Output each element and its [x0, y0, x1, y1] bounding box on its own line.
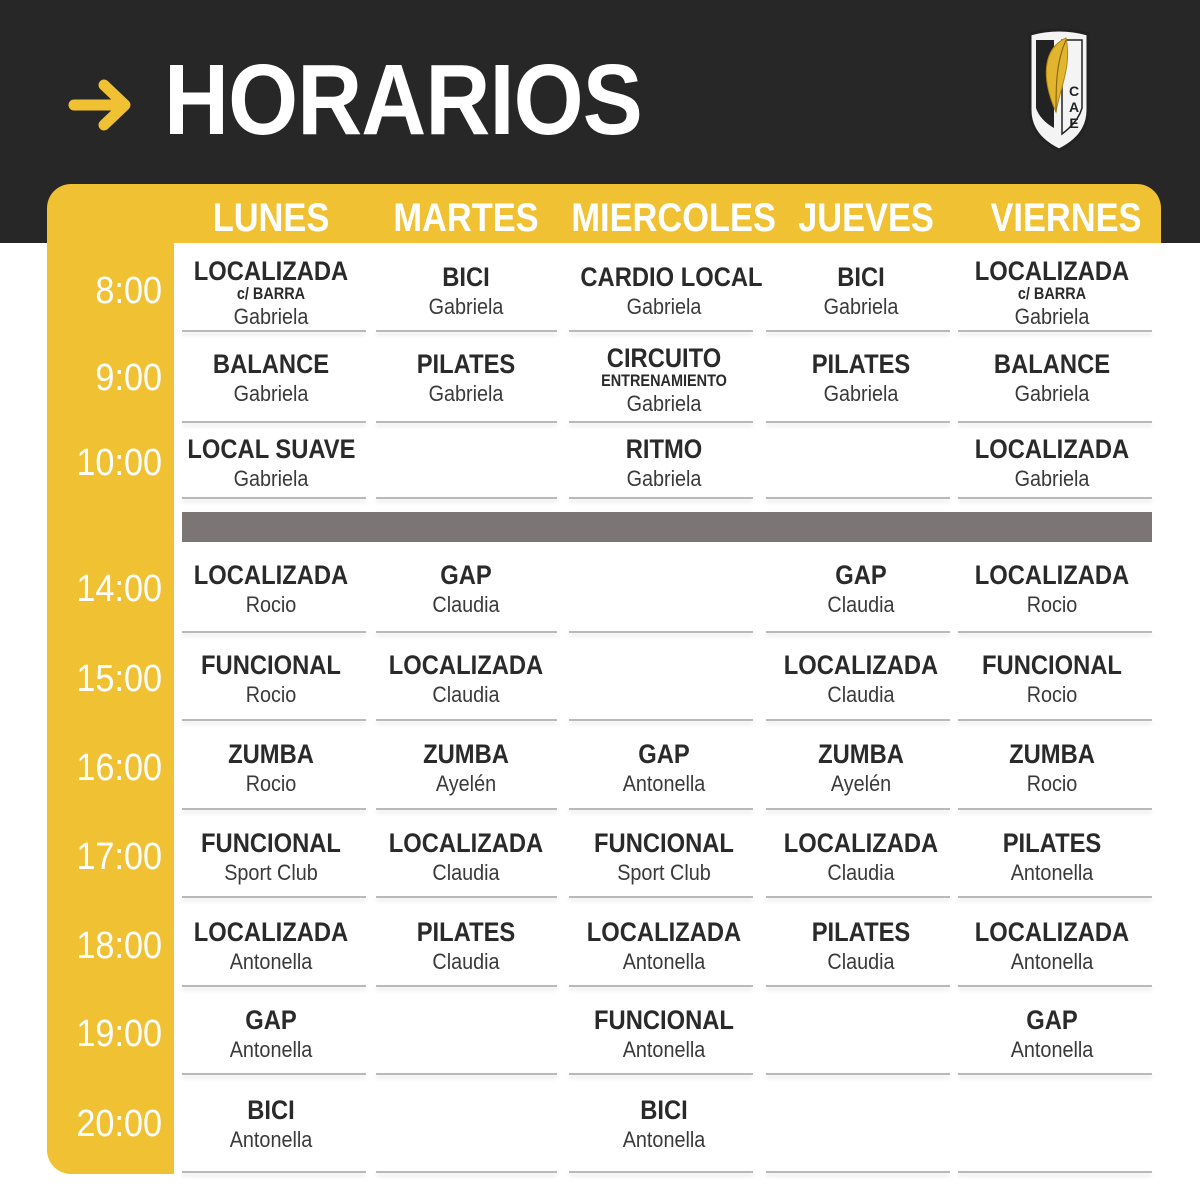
instructor-name: Claudia [827, 949, 895, 974]
instructor-name: Gabriela [233, 381, 309, 406]
class-name: LOCALIZADA [783, 650, 939, 680]
class-name: LOCALIZADA [388, 828, 544, 858]
row-divider [766, 631, 950, 633]
row-divider [569, 1171, 753, 1173]
day-header-lunes: LUNES [212, 196, 330, 240]
row-divider [182, 421, 366, 423]
row-divider [376, 1171, 557, 1173]
class-name: LOCALIZADA [974, 256, 1130, 286]
row-divider [766, 1073, 950, 1075]
class-name: GAP [1026, 1005, 1078, 1035]
row-divider [569, 631, 753, 633]
class-cell [569, 1095, 759, 1153]
instructor-name: Gabriela [428, 294, 504, 319]
row-divider [958, 719, 1152, 721]
class-name: LOCALIZADA [974, 434, 1130, 464]
row-divider [766, 1171, 950, 1173]
class-cell [766, 917, 956, 975]
row-divider [958, 497, 1152, 499]
class-cell [569, 917, 759, 975]
class-name: LOCALIZADA [193, 560, 349, 590]
instructor-name: Gabriela [626, 294, 702, 319]
row-divider [182, 497, 366, 499]
instructor-name: Antonella [622, 1127, 706, 1152]
class-cell [569, 1005, 759, 1063]
class-cell [176, 434, 366, 492]
class-name: GAP [245, 1005, 297, 1035]
row-divider [766, 497, 950, 499]
day-header-viernes: VIERNES [990, 196, 1142, 240]
class-name: BICI [837, 262, 885, 292]
class-name: FUNCIONAL [201, 828, 341, 858]
class-name: FUNCIONAL [982, 650, 1122, 680]
class-name: PILATES [1002, 828, 1102, 858]
class-name: GAP [440, 560, 492, 590]
class-name: BALANCE [993, 349, 1111, 379]
instructor-name: Claudia [827, 860, 895, 885]
class-cell [176, 739, 366, 797]
class-name: LOCALIZADA [193, 917, 349, 947]
day-header-jueves: JUEVES [798, 196, 934, 240]
instructor-name: Claudia [827, 682, 895, 707]
row-divider [376, 985, 557, 987]
row-divider [766, 808, 950, 810]
class-cell [957, 560, 1147, 618]
class-cell [766, 560, 956, 618]
class-name: LOCALIZADA [783, 828, 939, 858]
class-name: BALANCE [212, 349, 330, 379]
time-label: 18:00 [76, 925, 162, 967]
class-cell [371, 917, 561, 975]
class-cell [371, 650, 561, 708]
instructor-name: Antonella [1010, 949, 1094, 974]
class-cell [569, 262, 763, 320]
instructor-name: Gabriela [626, 466, 702, 491]
row-divider [766, 896, 950, 898]
row-divider [958, 631, 1152, 633]
row-divider [376, 330, 557, 332]
class-cell [957, 256, 1147, 330]
class-subtitle: c/ BARRA [1017, 284, 1087, 303]
class-cell [371, 560, 561, 618]
class-name: ZUMBA [818, 739, 904, 769]
row-divider [958, 330, 1152, 332]
class-name: BICI [640, 1095, 688, 1125]
class-cell [176, 1095, 366, 1153]
class-cell [569, 739, 759, 797]
class-name: ZUMBA [423, 739, 509, 769]
row-divider [182, 985, 366, 987]
row-divider [958, 1171, 1152, 1173]
row-divider [958, 808, 1152, 810]
class-name: FUNCIONAL [201, 650, 341, 680]
instructor-name: Rocio [245, 682, 297, 707]
time-label: 10:00 [76, 442, 162, 484]
class-cell [176, 349, 366, 407]
instructor-name: Antonella [622, 1037, 706, 1062]
class-cell [176, 256, 366, 330]
time-label: 16:00 [76, 747, 162, 789]
row-divider [766, 421, 950, 423]
instructor-name: Antonella [1010, 860, 1094, 885]
class-name: BICI [247, 1095, 295, 1125]
row-divider [569, 1073, 753, 1075]
row-divider [376, 421, 557, 423]
row-divider [182, 1171, 366, 1173]
class-cell [766, 650, 956, 708]
instructor-name: Claudia [432, 592, 500, 617]
instructor-name: Antonella [229, 1127, 313, 1152]
class-subtitle: ENTRENAMIENTO [601, 371, 727, 390]
class-cell [957, 739, 1147, 797]
time-label: 14:00 [76, 568, 162, 610]
cae-crest-logo [1026, 28, 1092, 152]
class-cell [371, 349, 561, 407]
logo-letter-c: C [1068, 83, 1080, 99]
instructor-name: Gabriela [823, 381, 899, 406]
instructor-name: Antonella [622, 771, 706, 796]
class-name: ZUMBA [1009, 739, 1095, 769]
instructor-name: Gabriela [233, 304, 309, 329]
instructor-name: Rocio [1026, 592, 1078, 617]
row-divider [569, 985, 753, 987]
class-cell [176, 650, 366, 708]
row-divider [958, 896, 1152, 898]
row-divider [569, 896, 753, 898]
class-name: LOCALIZADA [974, 560, 1130, 590]
row-divider [182, 1073, 366, 1075]
right-arrow-icon [68, 76, 140, 134]
instructor-name: Ayelén [830, 771, 892, 796]
class-subtitle: c/ BARRA [236, 284, 306, 303]
instructor-name: Gabriela [428, 381, 504, 406]
class-name: CIRCUITO [606, 343, 722, 373]
instructor-name: Claudia [827, 592, 895, 617]
class-cell [569, 343, 759, 417]
midday-break-bar [182, 512, 1152, 542]
instructor-name: Antonella [622, 949, 706, 974]
row-divider [376, 719, 557, 721]
row-divider [182, 330, 366, 332]
class-name: LOCALIZADA [586, 917, 742, 947]
class-name: BICI [442, 262, 490, 292]
row-divider [958, 985, 1152, 987]
instructor-name: Gabriela [626, 391, 702, 416]
instructor-name: Antonella [1010, 1037, 1094, 1062]
class-name: FUNCIONAL [594, 828, 734, 858]
instructor-name: Gabriela [823, 294, 899, 319]
class-name: ZUMBA [228, 739, 314, 769]
class-cell [957, 1005, 1147, 1063]
class-name: GAP [835, 560, 887, 590]
row-divider [569, 497, 753, 499]
time-label: 9:00 [95, 357, 162, 399]
logo-letter-e: E [1069, 115, 1079, 131]
instructor-name: Gabriela [1014, 304, 1090, 329]
day-header-miercoles: MIERCOLES [571, 196, 776, 240]
class-name: LOCAL SUAVE [187, 434, 356, 464]
day-header-martes: MARTES [393, 196, 539, 240]
row-divider [182, 719, 366, 721]
class-cell [569, 434, 759, 492]
class-name: PILATES [416, 917, 516, 947]
instructor-name: Sport Club [224, 860, 318, 885]
row-divider [182, 896, 366, 898]
row-divider [569, 808, 753, 810]
class-cell [957, 434, 1147, 492]
instructor-name: Rocio [245, 771, 297, 796]
row-divider [376, 808, 557, 810]
class-cell [957, 349, 1147, 407]
row-divider [376, 497, 557, 499]
class-cell [957, 828, 1147, 886]
instructor-name: Sport Club [617, 860, 711, 885]
class-cell [766, 349, 956, 407]
time-label: 19:00 [76, 1013, 162, 1055]
page-title: HORARIOS [164, 44, 642, 156]
instructor-name: Rocio [1026, 771, 1078, 796]
class-cell [176, 828, 366, 886]
instructor-name: Rocio [245, 592, 297, 617]
class-name: PILATES [416, 349, 516, 379]
row-divider [376, 896, 557, 898]
class-cell [766, 262, 956, 320]
instructor-name: Antonella [229, 949, 313, 974]
class-name: GAP [638, 739, 690, 769]
row-divider [569, 421, 753, 423]
instructor-name: Gabriela [1014, 381, 1090, 406]
time-label: 8:00 [95, 270, 162, 312]
class-name: PILATES [811, 917, 911, 947]
class-name: LOCALIZADA [193, 256, 349, 286]
row-divider [182, 808, 366, 810]
class-name: FUNCIONAL [594, 1005, 734, 1035]
class-cell [176, 1005, 366, 1063]
class-cell [371, 262, 561, 320]
instructor-name: Claudia [432, 949, 500, 974]
class-cell [569, 828, 759, 886]
instructor-name: Gabriela [1014, 466, 1090, 491]
row-divider [376, 631, 557, 633]
instructor-name: Antonella [229, 1037, 313, 1062]
class-name: RITMO [625, 434, 703, 464]
row-divider [766, 330, 950, 332]
class-name: LOCALIZADA [388, 650, 544, 680]
instructor-name: Ayelén [435, 771, 497, 796]
class-cell [766, 828, 956, 886]
time-label: 20:00 [76, 1103, 162, 1145]
time-label: 15:00 [76, 658, 162, 700]
class-name: CARDIO LOCAL [580, 262, 763, 292]
class-cell [176, 917, 366, 975]
class-name: PILATES [811, 349, 911, 379]
instructor-name: Claudia [432, 682, 500, 707]
class-cell [371, 828, 561, 886]
row-divider [182, 631, 366, 633]
time-label: 17:00 [76, 836, 162, 878]
instructor-name: Rocio [1026, 682, 1078, 707]
instructor-name: Claudia [432, 860, 500, 885]
class-cell [371, 739, 561, 797]
row-divider [376, 1073, 557, 1075]
row-divider [766, 719, 950, 721]
instructor-name: Gabriela [233, 466, 309, 491]
row-divider [958, 421, 1152, 423]
class-cell [957, 917, 1147, 975]
row-divider [569, 719, 753, 721]
logo-letter-a: A [1068, 99, 1080, 115]
class-cell [176, 560, 366, 618]
row-divider [958, 1073, 1152, 1075]
row-divider [766, 985, 950, 987]
class-cell [766, 739, 956, 797]
class-cell [957, 650, 1147, 708]
row-divider [569, 330, 753, 332]
class-name: LOCALIZADA [974, 917, 1130, 947]
